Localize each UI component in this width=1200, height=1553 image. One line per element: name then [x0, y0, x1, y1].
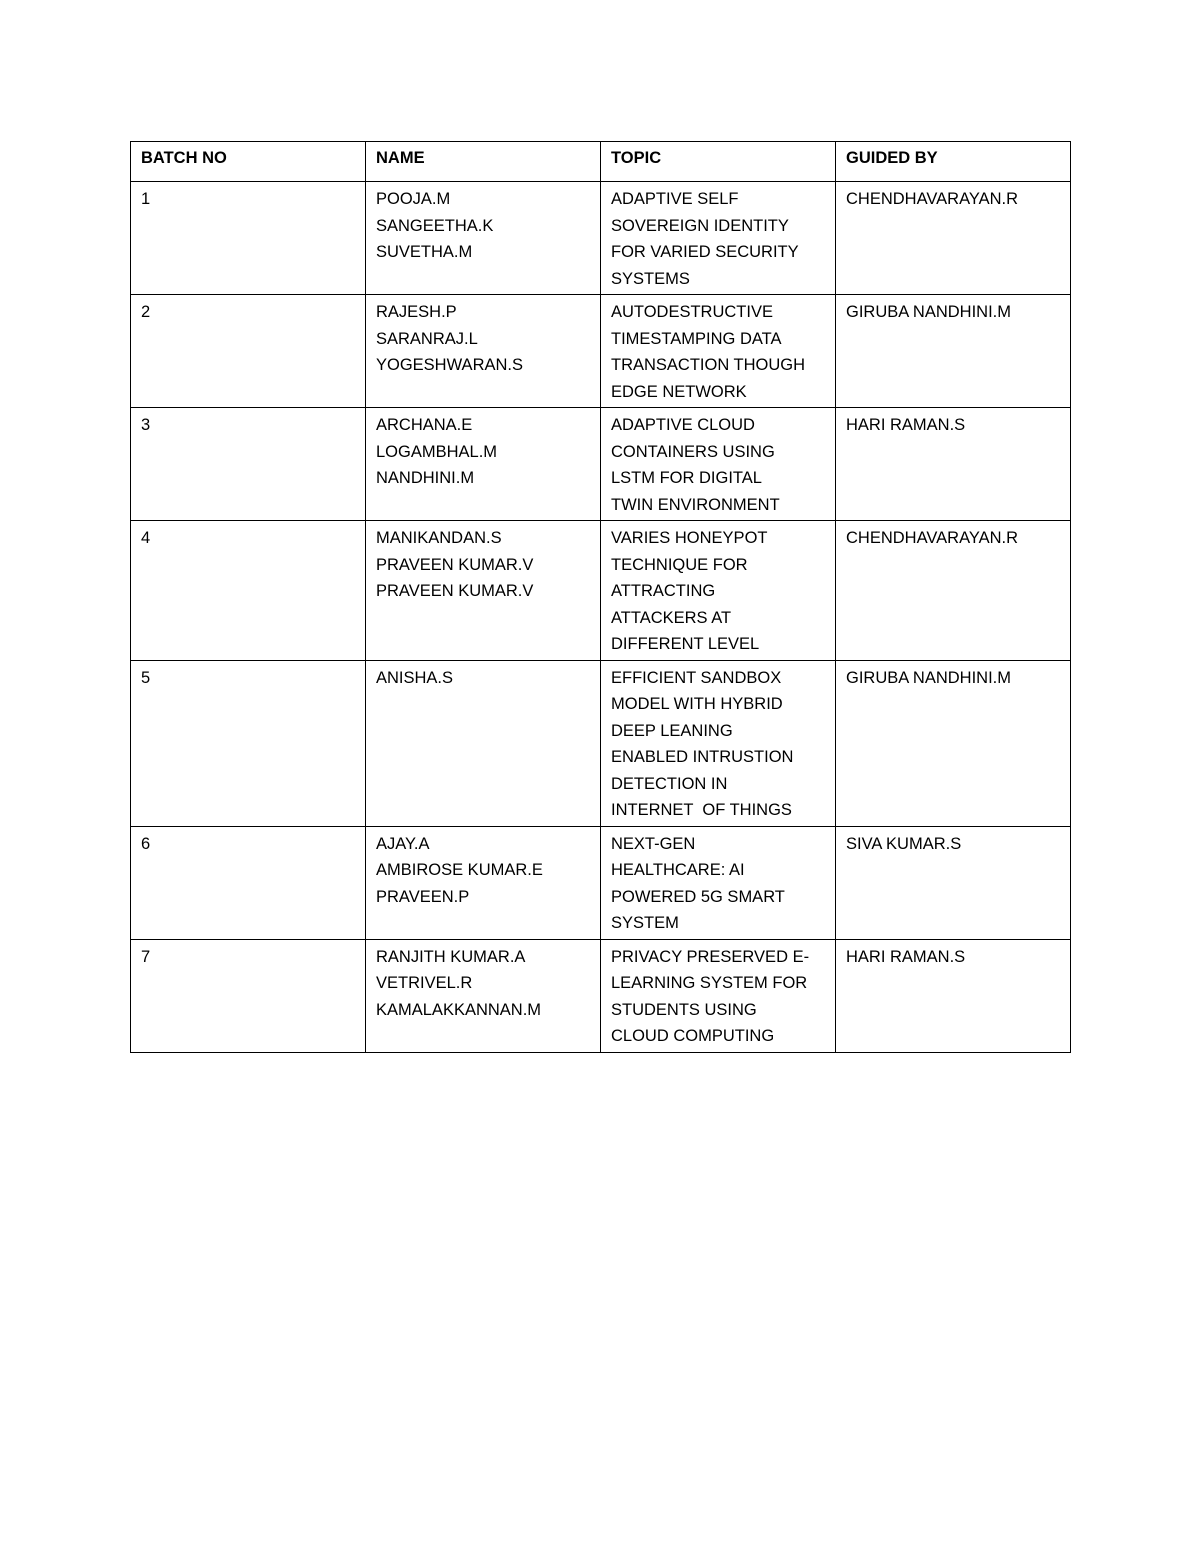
student-names-cell	[366, 408, 601, 521]
table-row	[131, 295, 1071, 408]
student-name: AJAY.A	[376, 834, 430, 853]
topic-cell	[601, 660, 836, 826]
guide-cell: HARI RAMAN.S	[836, 939, 1071, 1052]
student-names-cell	[366, 826, 601, 939]
topic-line: TECHNIQUE FOR	[611, 555, 748, 574]
table-row	[131, 826, 1071, 939]
student-name: MANIKANDAN.S	[376, 529, 502, 547]
topic-line: SOVEREIGN IDENTITY	[611, 216, 789, 235]
topic-line: CONTAINERS USING	[611, 442, 775, 461]
batch-number-cell: 3	[131, 408, 366, 521]
student-name: RANJITH KUMAR.A	[376, 947, 526, 966]
topic-line: NEXT-GEN	[611, 834, 696, 853]
topic-line: ATTRACTING	[611, 582, 716, 600]
batch-number-cell: 4	[131, 521, 366, 661]
student-names-cell	[366, 521, 601, 661]
batch-number-cell: 2	[131, 295, 366, 408]
guide-cell: CHENDHAVARAYAN.R	[836, 521, 1071, 661]
topic-line: INTERNET OF THINGS	[611, 801, 792, 819]
header-topic: TOPIC	[601, 142, 836, 182]
guide-cell: GIRUBA NANDHINI.M	[836, 660, 1071, 826]
topic-line: LSTM FOR DIGITAL	[611, 469, 762, 487]
student-name: SARANRAJ.L	[376, 329, 478, 348]
student-name: PRAVEEN KUMAR.V	[376, 582, 534, 600]
header-guided-by: GUIDED BY	[836, 142, 1071, 182]
batch-number-cell: 6	[131, 826, 366, 939]
topic-line: ADAPTIVE SELF	[611, 190, 739, 208]
topic-line: FOR VARIED SECURITY	[611, 243, 799, 261]
batch-table	[130, 141, 1071, 1053]
student-name: LOGAMBHAL.M	[376, 442, 498, 461]
topic-line: VARIES HONEYPOT	[611, 529, 768, 547]
topic-line: SYSTEM	[611, 914, 679, 932]
topic-line: POWERED 5G SMART	[611, 887, 785, 906]
student-name: ANISHA.S	[376, 668, 454, 687]
topic-line: HEALTHCARE: AI	[611, 861, 745, 879]
table-row	[131, 521, 1071, 661]
topic-line: AUTODESTRUCTIVE	[611, 303, 773, 321]
topic-line: TWIN ENVIRONMENT	[611, 495, 780, 514]
guide-cell: SIVA KUMAR.S	[836, 826, 1071, 939]
header-batch-no: BATCH NO	[131, 142, 366, 182]
topic-line: CLOUD COMPUTING	[611, 1027, 775, 1045]
student-names-cell	[366, 660, 601, 826]
topic-line: TRANSACTION THOUGH	[611, 356, 806, 374]
table-row	[131, 660, 1071, 826]
topic-line: DIFFERENT LEVEL	[611, 635, 760, 653]
table-body	[131, 182, 1071, 1053]
header-name: NAME	[366, 142, 601, 182]
batch-number-cell: 1	[131, 182, 366, 295]
student-name: VETRIVEL.R	[376, 974, 473, 992]
student-name: ARCHANA.E	[376, 416, 473, 434]
guide-cell: HARI RAMAN.S	[836, 408, 1071, 521]
topic-line: EDGE NETWORK	[611, 382, 747, 401]
topic-cell	[601, 826, 836, 939]
topic-line: STUDENTS USING	[611, 1000, 757, 1019]
topic-line: MODEL WITH HYBRID	[611, 695, 783, 713]
table-row	[131, 408, 1071, 521]
student-name: SUVETHA.M	[376, 243, 473, 261]
topic-line: ADAPTIVE CLOUD	[611, 416, 755, 434]
topic-line: ATTACKERS AT	[611, 608, 732, 627]
topic-cell	[601, 939, 836, 1052]
guide-cell: GIRUBA NANDHINI.M	[836, 295, 1071, 408]
topic-line: DETECTION IN	[611, 774, 728, 793]
topic-line: ENABLED INTRUSTION	[611, 748, 794, 766]
student-names-cell	[366, 182, 601, 295]
topic-cell	[601, 408, 836, 521]
topic-cell	[601, 521, 836, 661]
topic-line: EFFICIENT SANDBOX	[611, 668, 782, 687]
topic-line: PRIVACY PRESERVED E-	[611, 947, 810, 966]
student-name: SANGEETHA.K	[376, 216, 494, 235]
topic-cell	[601, 182, 836, 295]
guide-cell: CHENDHAVARAYAN.R	[836, 182, 1071, 295]
topic-line: DEEP LEANING	[611, 721, 733, 740]
student-name: RAJESH.P	[376, 303, 457, 321]
student-name: PRAVEEN KUMAR.V	[376, 555, 534, 574]
table-row	[131, 182, 1071, 295]
student-name: AMBIROSE KUMAR.E	[376, 861, 543, 879]
topic-line: TIMESTAMPING DATA	[611, 329, 782, 348]
student-name: POOJA.M	[376, 190, 451, 208]
student-name: NANDHINI.M	[376, 469, 475, 487]
table-row	[131, 939, 1071, 1052]
topic-cell	[601, 295, 836, 408]
student-name: YOGESHWARAN.S	[376, 356, 523, 374]
student-name: KAMALAKKANNAN.M	[376, 1000, 542, 1019]
topic-line: LEARNING SYSTEM FOR	[611, 974, 808, 992]
table-header-row	[131, 142, 1071, 182]
student-names-cell	[366, 295, 601, 408]
topic-line: SYSTEMS	[611, 269, 690, 288]
student-name: PRAVEEN.P	[376, 887, 470, 906]
batch-number-cell: 5	[131, 660, 366, 826]
student-names-cell	[366, 939, 601, 1052]
batch-number-cell: 7	[131, 939, 366, 1052]
